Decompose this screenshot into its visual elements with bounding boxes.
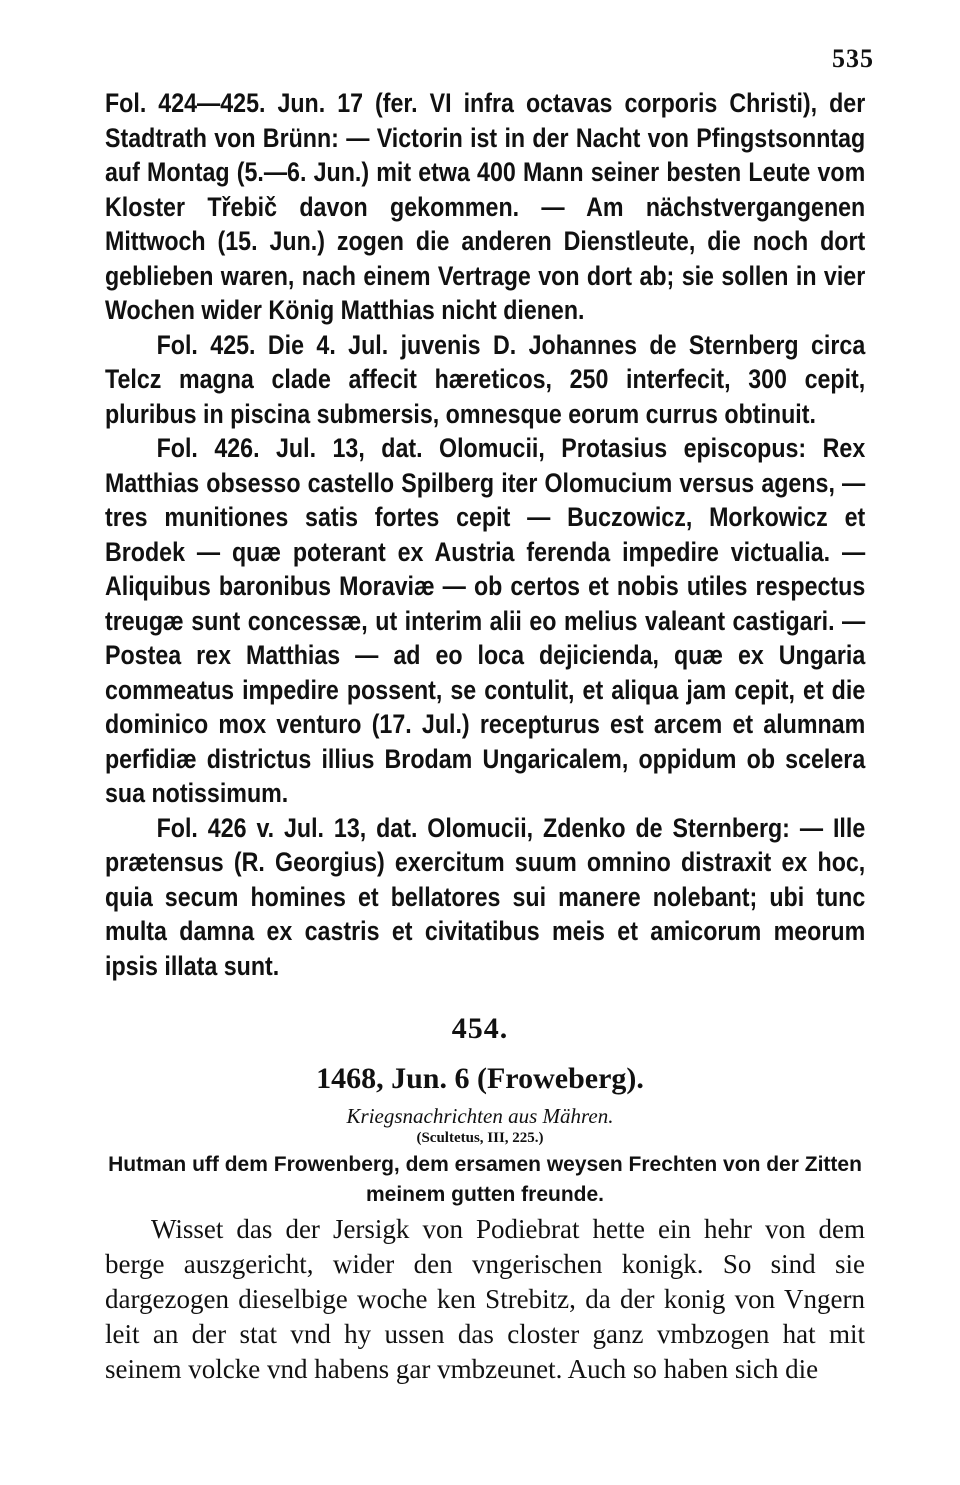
note-paragraph-fol-424: Fol. 424—425. Jun. 17 (fer. VI infra octavas corporis Christi), der Stadtrath von Brünn: — Victorin ist in der Nacht von Pfingstsonntag auf Montag (5.—6. Jun.) mit etwa 400 Mann seiner besten Leute vom Kloster Třebič davon gekommen. — Am nächstvergangenen Mittwoch (15. Jun.) zogen die anderen Dienstleute, die noch dort geblieben waren, nach einem Vertrage von dort ab; sie sollen in vier Wochen wider König Matthias nicht dienen. [105,88,866,325]
document-subject: Kriegsnachrichten aus Mähren. [346,1104,614,1128]
note-paragraph-fol-426: Fol. 426. Jul. 13, dat. Olomucii, Protasius episcopus: Rex Matthias obsesso castello Spilberg iter Olomucium versus agens, — tres munitiones satis fortes cepit — Buczowicz, Morkowicz et Brodek — quæ poterant ex Austria ferenda impedire victualia. — Aliquibus baronibus Moraviæ — ob certos et nobis utiles respectus treugæ sunt concessæ, ut interim alii eo melius valeant castigari. — Postea rex Matthias — ad eo loca dejicienda, quæ ex Ungaria commeatus impedire possent, se contulit, et aliqua jam cepit, et die dominico mox venturo (17. Jul.) recepturus est arcem et alumnam perfidiæ districtus illius Brodam Ungaricalem, oppidum ob scelera sua notissimum. [105,433,866,808]
document-date: 1468, Jun. 6 (Froweberg). [316,1062,644,1095]
letter-paragraph: Wisset das der Jersigk von Podiebrat hette ein hehr von dem berge auszgericht, wider den vngerischen konigk. So sind sie dargezogen dieselbige woche ken Strebitz, da der konig von Vngern leit an der stat vnd hy ussen das closter ganz vmbzogen hat mit seinem volcke vnd habens gar vmbzeunet. Auch so haben sich die [105,1214,865,1384]
page-number: 535 [832,44,874,73]
letter-address: Hutman uff dem Frowenberg, dem ersamen weysen Frechten von der Zitten meinem gutten freunde. [108,1153,862,1206]
note-paragraph-fol-425: Fol. 425. Die 4. Jul. juvenis D. Johannes de Sternberg circa Telcz magna clade affecit hæreticos, 250 interfecit, 300 cepit, pluribus in piscina submersis, omnesque eorum currus obtinuit. [105,329,866,429]
document-source: (Scultetus, III, 225.) [416,1130,544,1146]
note-paragraph-fol-426v: Fol. 426 v. Jul. 13, dat. Olomucii, Zdenko de Sternberg: — Ille prætensus (R. Georgius) exercitum suum omnino distraxit ex hoc, quia secum homines et bellatores sui manere nolebant; ubi tunc multa damna ex castris et civitatibus meis et amicorum meorum ipsis illata sunt. [105,812,866,981]
document-number: 454. [451,1012,509,1045]
letter-body [105,1212,865,1387]
notes-section [105,86,866,983]
